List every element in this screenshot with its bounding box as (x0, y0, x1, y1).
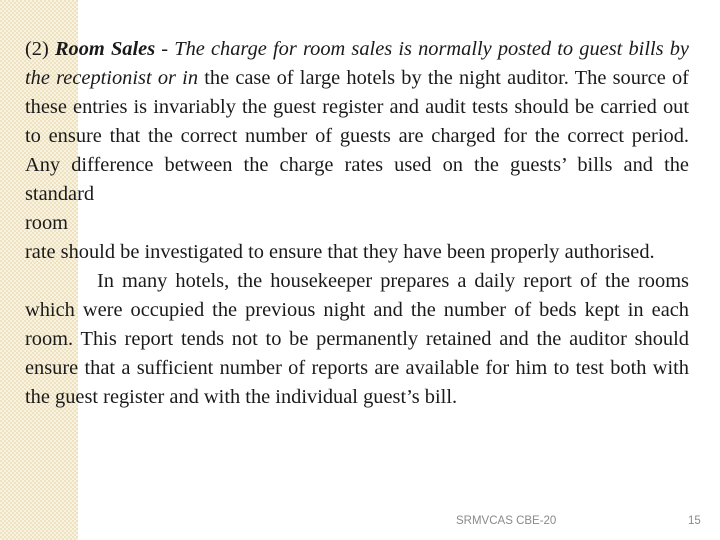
body-text-c: rate should be investigated to ensure that they have been properly authorised. (25, 241, 655, 263)
slide-body (25, 35, 689, 412)
body-text-para2: In many hotels, the housekeeper prepares a daily report of the rooms which were occupied the previous night and the number of beds kept in each room. This report tends not to be permanently retained and the auditor should ensure that a sufficient number of reports are available for him to test both with the guest register and with the individual guest’s bill. (25, 270, 689, 408)
footer-source-label: SRMVCAS CBE-20 (456, 515, 557, 527)
body-text-a: the case of large hotels by the night auditor. The source of these entries is invariably the guest register and audit tests should be carried out to ensure that the correct number of guests are charged for the correct period. Any difference between the charge rates used on the guests’ bills and the standard (25, 67, 689, 205)
paragraph-room-rate (25, 238, 689, 267)
paragraph-housekeeper-report (25, 267, 689, 412)
page-number: 15 (688, 515, 701, 527)
paragraph-room-sales-lead (25, 35, 689, 209)
body-text-b: room (25, 212, 69, 234)
orphan-word-line (25, 209, 689, 238)
italic-intro-text: The charge for room sales is normally posted to guest bills by the receptionist or in (25, 38, 689, 89)
item-heading: Room Sales (54, 38, 156, 60)
item-number: (2) (25, 38, 49, 60)
heading-separator: - (161, 38, 169, 60)
